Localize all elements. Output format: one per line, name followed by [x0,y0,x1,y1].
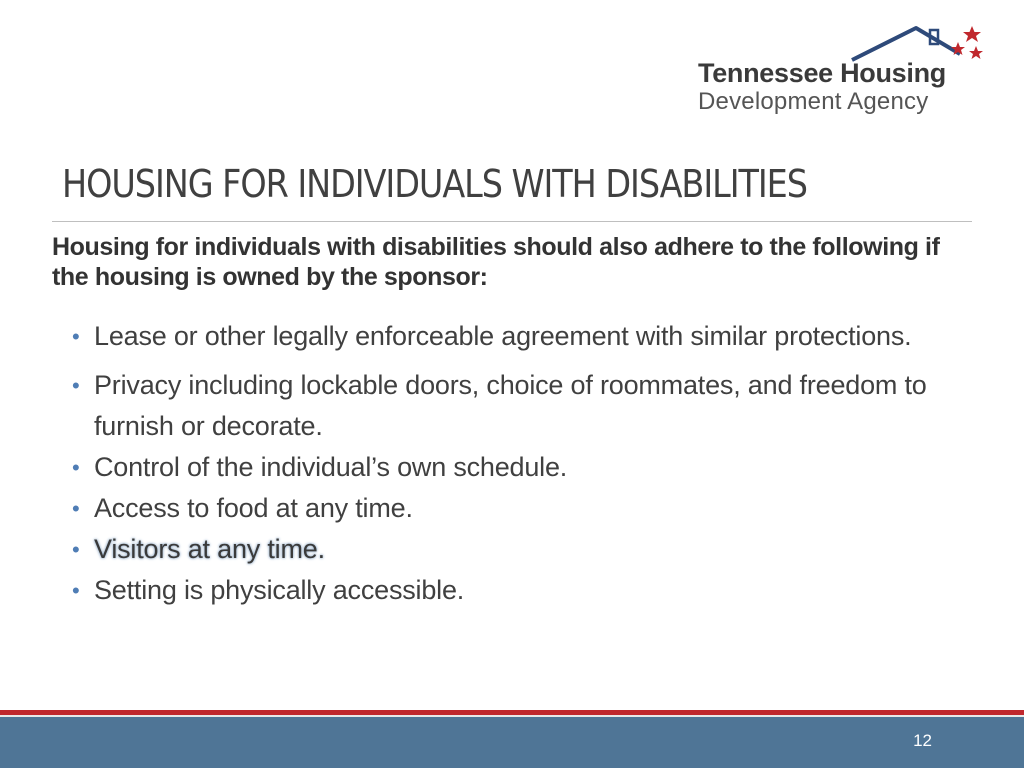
bullet-item-lease [72,316,952,357]
bullet-item-visitors [72,529,952,570]
footer-bar [0,717,1024,768]
bullet-text: Visitors at any time. [94,534,325,564]
bullet-text: Control of the individual’s own schedule. [94,452,568,482]
bullet-dot-icon: • [72,537,80,562]
bullet-dot-icon: • [72,455,80,480]
bullet-dot-icon: • [72,578,80,603]
bullet-text: Access to food at any time. [94,493,413,523]
slide-title: HOUSING FOR INDIVIDUALS WITH DISABILITIES [62,162,807,206]
bullet-dot-icon: • [72,324,80,349]
title-divider [52,221,972,222]
bullet-item-schedule [72,447,952,488]
intro-text: Housing for individuals with disabilities should also adhere to the following if the housing is owned by the sponsor: [52,233,940,291]
bullet-list [72,316,952,611]
page-number: 12 [913,731,932,750]
tennessee-housing-logo [694,18,1004,118]
bullet-text: Privacy including lockable doors, choice of roommates, and freedom to furnish or decorate. [94,370,927,441]
logo-text-development-agency: Development Agency [698,88,929,115]
bullet-dot-icon: • [72,496,80,521]
bullet-text: Lease or other legally enforceable agreement with similar protections. [94,321,912,351]
bullet-item-food [72,488,952,529]
bullet-text: Setting is physically accessible. [94,575,465,605]
bullet-item-accessible [72,570,952,611]
bullet-dot-icon: • [72,373,80,398]
bullet-item-privacy [72,365,952,447]
logo-text-tennessee-housing: Tennessee Housing [698,58,946,88]
